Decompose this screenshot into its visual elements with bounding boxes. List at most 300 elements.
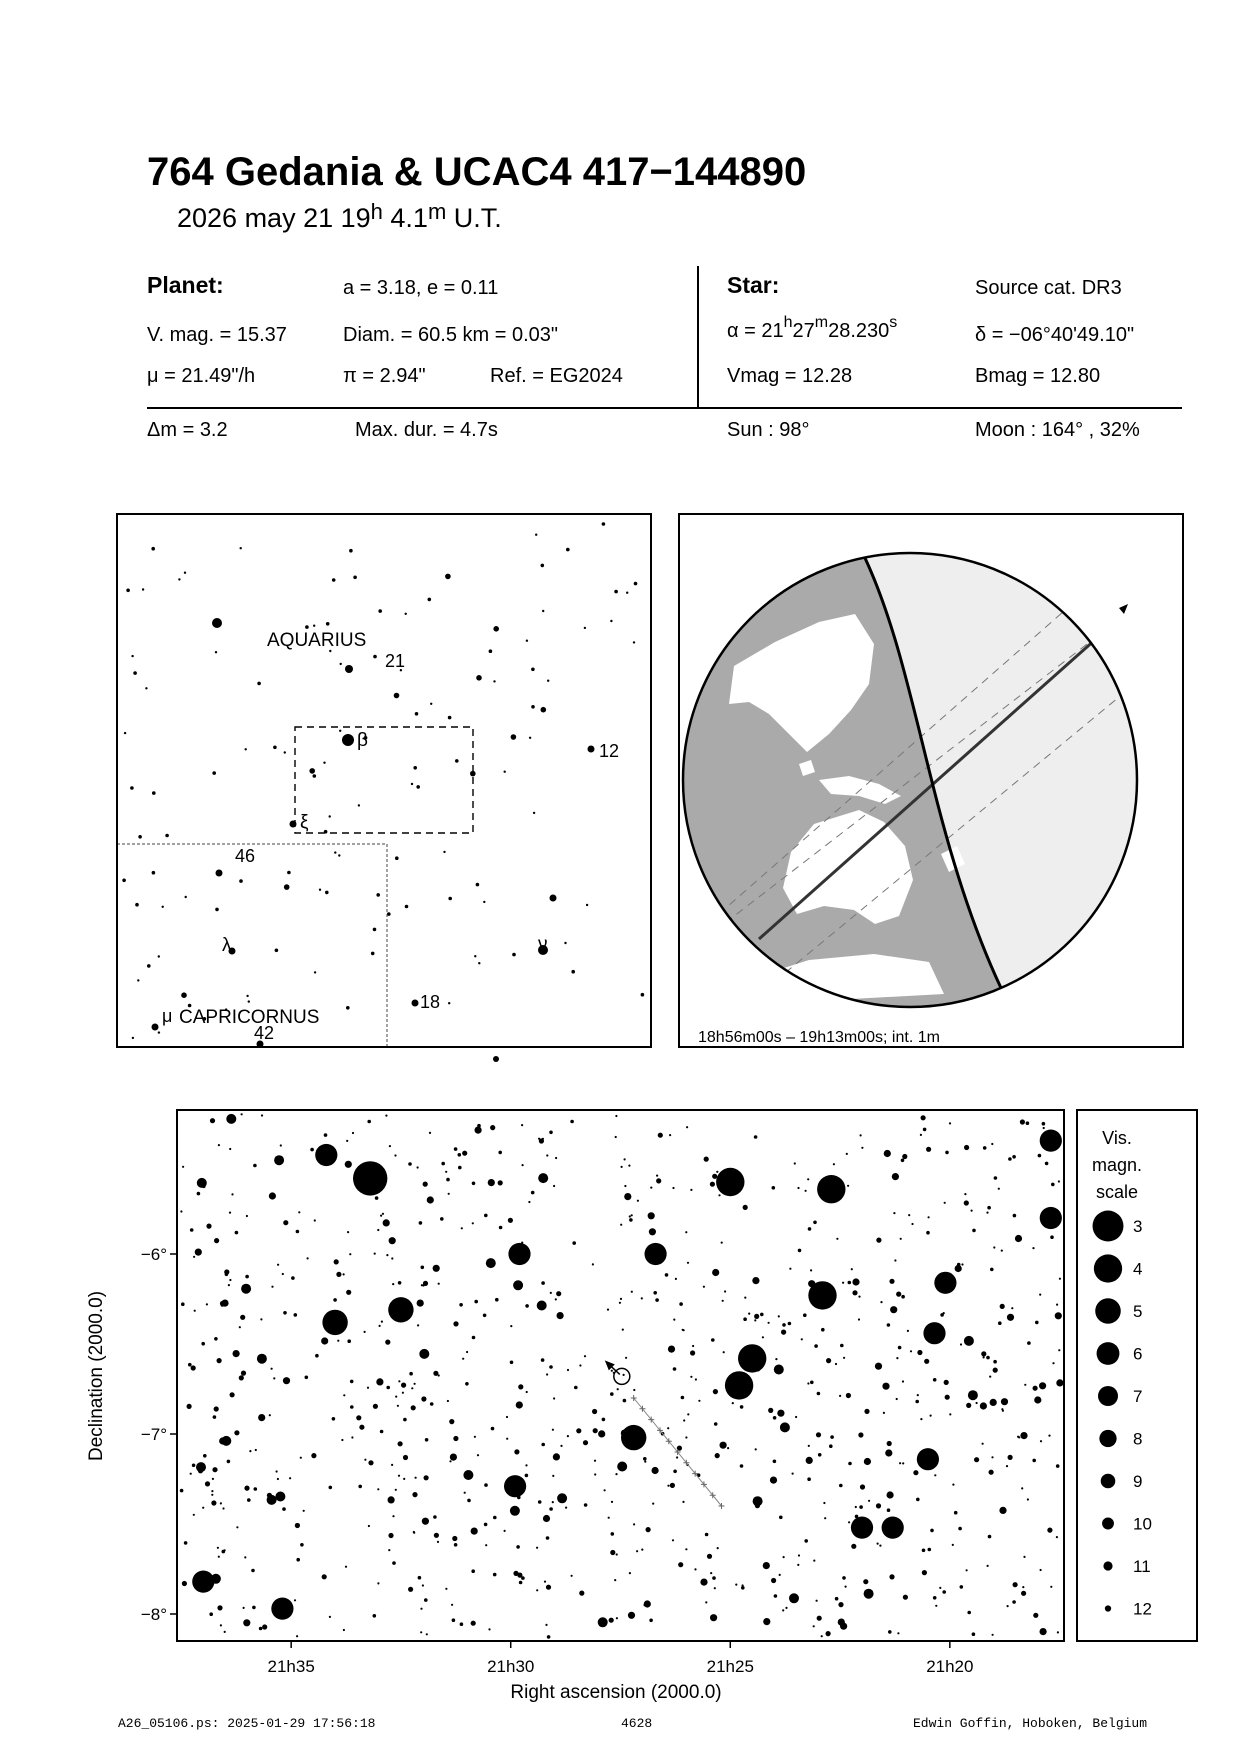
field-star <box>477 1454 479 1456</box>
field-star <box>833 1163 835 1165</box>
field-star <box>775 1358 777 1360</box>
field-star <box>710 1182 715 1187</box>
field-star <box>624 1158 626 1160</box>
finder-star <box>165 834 169 838</box>
field-star <box>305 1376 309 1380</box>
field-star <box>788 1322 792 1326</box>
bright-star <box>725 1371 753 1399</box>
field-star <box>797 1564 799 1566</box>
field-star <box>743 1205 748 1210</box>
field-star <box>1021 1591 1026 1596</box>
field-star <box>517 1573 522 1578</box>
field-star <box>673 1367 677 1371</box>
field-star <box>712 1269 719 1276</box>
field-star <box>724 1290 726 1292</box>
bright-star <box>508 1243 530 1265</box>
field-star <box>816 1600 818 1602</box>
field-star <box>329 1616 331 1618</box>
field-star <box>653 1291 657 1295</box>
field-star <box>835 1363 837 1365</box>
field-star <box>964 1193 966 1195</box>
field-star <box>198 1468 203 1473</box>
field-star <box>768 1322 770 1324</box>
field-star <box>209 1612 213 1616</box>
field-star <box>971 1210 973 1212</box>
field-star <box>1040 1628 1047 1635</box>
field-star <box>452 1618 456 1622</box>
x-axis-label: Right ascension (2000.0) <box>510 1682 722 1703</box>
field-star <box>860 1484 865 1489</box>
field-star <box>609 1618 614 1623</box>
finder-star <box>339 730 341 732</box>
field-star <box>298 1211 300 1213</box>
field-star <box>710 1614 717 1621</box>
finder-label: 21 <box>385 651 406 671</box>
field-star <box>887 1441 892 1446</box>
field-star <box>643 1457 647 1461</box>
field-star <box>205 1481 210 1486</box>
field-star <box>510 1361 514 1365</box>
field-star <box>552 1475 554 1477</box>
finder-star <box>178 578 180 580</box>
field-star <box>816 1432 821 1437</box>
field-star <box>415 1477 417 1479</box>
field-star <box>397 1405 399 1407</box>
field-star <box>990 1268 994 1272</box>
field-star <box>188 1363 192 1367</box>
field-star <box>922 1549 926 1553</box>
star-chart <box>0 1100 1239 1720</box>
field-star <box>821 1328 825 1332</box>
planet-motion: μ = 21.49"/h <box>147 365 256 387</box>
field-star <box>883 1412 885 1414</box>
field-star <box>221 1303 225 1307</box>
field-star <box>798 1249 802 1253</box>
field-star <box>538 1500 542 1504</box>
field-star <box>665 1273 669 1277</box>
field-star <box>376 1378 383 1385</box>
finder-named-star <box>588 746 595 753</box>
field-star <box>411 1387 413 1389</box>
field-star <box>458 1166 462 1170</box>
field-star <box>556 1291 561 1296</box>
field-star <box>864 1409 869 1414</box>
field-star <box>212 1478 214 1480</box>
finder-star <box>133 671 137 675</box>
field-star <box>1056 1304 1058 1306</box>
field-star <box>418 1576 422 1580</box>
finder-star <box>152 871 156 875</box>
field-star <box>735 1584 737 1586</box>
field-star <box>752 1277 759 1284</box>
y-tick-label: −6° <box>140 1245 167 1264</box>
field-star <box>673 1470 677 1474</box>
field-star <box>271 1286 273 1288</box>
field-star <box>350 1380 354 1384</box>
field-star <box>538 1173 548 1183</box>
field-star <box>631 1291 633 1293</box>
finder-star <box>610 620 612 622</box>
finder-star <box>212 771 216 775</box>
field-star <box>972 1229 976 1233</box>
field-star <box>426 1633 428 1635</box>
field-star <box>253 1164 257 1168</box>
field-star <box>358 1485 362 1489</box>
legend-magnitude-dot <box>1095 1298 1121 1324</box>
finder-star <box>474 955 476 957</box>
finder-star <box>147 964 151 968</box>
field-star <box>252 1606 256 1610</box>
field-star <box>888 1630 892 1634</box>
field-star <box>230 1392 235 1397</box>
legend-magnitude-label: 4 <box>1133 1259 1143 1279</box>
finder-star <box>349 549 353 553</box>
field-star <box>652 1503 654 1505</box>
field-star <box>930 1529 934 1533</box>
legend-magnitude-label: 6 <box>1133 1344 1143 1364</box>
field-star <box>493 1573 497 1577</box>
field-star <box>241 1371 246 1376</box>
bright-star <box>738 1344 766 1372</box>
field-star <box>1055 1312 1062 1319</box>
finder-star <box>313 774 317 778</box>
field-star <box>1039 1294 1041 1296</box>
field-star <box>395 1396 397 1398</box>
field-star <box>933 1596 937 1600</box>
field-star <box>717 1547 719 1549</box>
field-star <box>958 1527 962 1531</box>
field-star <box>1027 1498 1029 1500</box>
field-star <box>296 1558 300 1562</box>
field-star <box>685 1231 687 1233</box>
field-star <box>451 1604 453 1606</box>
finder-star <box>476 675 482 681</box>
field-star <box>398 1380 400 1382</box>
field-star <box>392 1283 394 1285</box>
field-star <box>777 1410 784 1417</box>
field-star <box>615 1473 617 1475</box>
planet-vmag: V. mag. = 15.37 <box>147 324 287 346</box>
legend-magnitude-dot <box>1093 1211 1124 1242</box>
field-star <box>408 1587 413 1592</box>
field-star <box>928 1216 930 1218</box>
field-star <box>389 1145 391 1147</box>
finder-star <box>135 903 139 907</box>
bright-star <box>923 1322 945 1344</box>
field-star <box>374 1253 376 1255</box>
finder-star <box>394 693 400 699</box>
field-star <box>1022 1586 1024 1588</box>
field-star <box>463 1470 473 1480</box>
field-star <box>617 1388 619 1390</box>
field-star <box>557 1493 567 1503</box>
field-star <box>495 1298 499 1302</box>
field-star <box>1039 1382 1046 1389</box>
field-star <box>257 1354 267 1364</box>
field-star <box>682 1501 684 1503</box>
field-star <box>510 1325 512 1327</box>
field-star <box>508 1218 513 1223</box>
field-star <box>615 1136 617 1138</box>
field-star <box>260 1318 262 1320</box>
field-star <box>672 1187 674 1189</box>
field-star <box>855 1506 857 1508</box>
field-star <box>964 1200 969 1205</box>
finder-star <box>323 762 325 764</box>
field-star <box>622 1329 624 1331</box>
field-star <box>743 1317 747 1321</box>
star-vmag: Vmag = 12.28 <box>727 365 853 387</box>
field-star <box>744 1297 746 1299</box>
field-star <box>525 1474 529 1478</box>
field-star <box>633 1389 635 1391</box>
field-star <box>445 1171 447 1173</box>
field-star <box>859 1505 863 1509</box>
x-tick-label: 21h35 <box>267 1657 315 1676</box>
field-star <box>673 1319 675 1321</box>
legend-magnitude-dot <box>1102 1518 1114 1530</box>
finder-star <box>448 1002 450 1004</box>
finder-star <box>413 766 417 770</box>
field-star <box>438 1374 440 1376</box>
field-star <box>258 1414 265 1421</box>
field-star <box>875 1363 882 1370</box>
field-star <box>245 1275 249 1279</box>
field-star <box>649 1228 656 1235</box>
finder-star <box>358 804 360 806</box>
field-star <box>488 1628 490 1630</box>
field-star <box>619 1302 621 1304</box>
finder-label: ν <box>538 934 548 955</box>
field-star <box>913 1470 918 1475</box>
finder-star <box>584 627 586 629</box>
field-star <box>942 1590 946 1594</box>
field-star <box>608 1517 610 1519</box>
field-star <box>414 1383 416 1385</box>
field-star <box>381 1321 383 1323</box>
field-star <box>419 1349 429 1359</box>
field-star <box>810 1269 812 1271</box>
field-star <box>322 1574 327 1579</box>
field-star <box>350 1405 354 1409</box>
field-star <box>438 1283 440 1285</box>
field-star <box>541 1281 545 1285</box>
field-star <box>967 1611 971 1615</box>
sun-elongation: Sun : 98° <box>727 419 810 441</box>
field-star <box>993 1246 995 1248</box>
field-star <box>1026 1121 1030 1125</box>
bright-star <box>1040 1130 1062 1152</box>
field-star <box>367 1120 371 1124</box>
field-star <box>690 1350 695 1355</box>
bright-star <box>917 1448 939 1470</box>
field-star <box>952 1484 954 1486</box>
field-star <box>417 1324 419 1326</box>
field-star <box>571 1575 573 1577</box>
field-star <box>269 1192 276 1199</box>
field-star <box>282 1507 286 1511</box>
field-star <box>692 1345 694 1347</box>
field-star <box>549 1507 553 1511</box>
field-star <box>239 1375 244 1380</box>
field-star <box>474 1300 478 1304</box>
field-star <box>402 1392 404 1394</box>
field-star <box>345 1566 347 1568</box>
field-star <box>243 1619 250 1626</box>
field-star <box>565 1507 567 1509</box>
field-star <box>917 1350 922 1355</box>
field-star <box>506 1438 508 1440</box>
field-star <box>180 1489 184 1493</box>
x-tick-label: 21h25 <box>706 1657 754 1676</box>
field-star <box>1007 1314 1014 1321</box>
x-tick-label: 21h20 <box>926 1657 974 1676</box>
field-star <box>218 1556 220 1558</box>
finder-star <box>633 641 635 643</box>
field-star <box>329 1486 333 1490</box>
field-star <box>434 1533 439 1538</box>
field-star <box>541 1358 545 1362</box>
field-star <box>923 1128 927 1132</box>
field-star <box>896 1292 901 1297</box>
x-tick-label: 21h30 <box>487 1657 535 1676</box>
field-star <box>441 1162 445 1166</box>
field-star <box>848 1281 852 1285</box>
finder-named-star <box>152 1024 159 1031</box>
field-star <box>391 1464 393 1466</box>
field-star <box>964 1145 969 1150</box>
finder-star <box>185 896 187 898</box>
field-star <box>549 1365 553 1369</box>
field-star <box>261 1114 263 1116</box>
field-star <box>920 1134 922 1136</box>
field-star <box>723 1351 725 1353</box>
finder-star <box>126 589 130 593</box>
field-star <box>644 1600 651 1607</box>
field-star <box>949 1122 951 1124</box>
field-star <box>804 1539 808 1543</box>
finder-star <box>215 651 217 653</box>
field-star <box>1045 1162 1049 1166</box>
field-star <box>420 1631 422 1633</box>
field-star <box>848 1462 852 1466</box>
finder-star <box>571 970 575 974</box>
field-star <box>839 1395 841 1397</box>
field-star <box>229 1148 231 1150</box>
field-star <box>808 1227 812 1231</box>
field-star <box>876 1503 881 1508</box>
field-star <box>893 1212 895 1214</box>
field-star <box>572 1241 576 1245</box>
field-star <box>536 1589 538 1591</box>
field-star <box>901 1295 905 1299</box>
finder-star <box>602 522 606 526</box>
field-star <box>851 1268 853 1270</box>
bright-star <box>808 1281 836 1309</box>
field-star <box>771 1578 776 1583</box>
field-star <box>1032 1459 1036 1463</box>
field-star <box>274 1155 284 1165</box>
field-star <box>351 1436 353 1438</box>
field-star <box>315 1354 319 1358</box>
field-star <box>243 1607 245 1609</box>
field-star <box>1017 1436 1019 1438</box>
field-star <box>911 1223 913 1225</box>
finder-star <box>428 598 432 602</box>
field-star <box>514 1449 519 1454</box>
field-star <box>303 1510 305 1512</box>
field-star <box>628 1165 630 1167</box>
field-star <box>670 1483 675 1488</box>
field-star <box>966 1569 968 1571</box>
field-star <box>926 1147 931 1152</box>
field-star <box>546 1585 551 1590</box>
finder-star <box>131 655 133 657</box>
field-star <box>206 1224 211 1229</box>
field-star <box>395 1489 397 1491</box>
field-star <box>379 1325 381 1327</box>
moon-info: Moon : 164° , 32% <box>975 419 1140 441</box>
field-star <box>1047 1528 1052 1533</box>
finder-star <box>541 564 545 568</box>
field-star <box>1007 1605 1009 1607</box>
field-star <box>1020 1119 1025 1124</box>
star-dec: δ = −06°40'49.10" <box>975 324 1135 346</box>
field-star <box>964 1336 974 1346</box>
field-star <box>377 1488 379 1490</box>
field-star <box>454 1147 458 1151</box>
field-star <box>421 1396 426 1401</box>
field-star <box>690 1189 692 1191</box>
star-ra: $\alpha = 21^h27^m28.230^s$ <box>727 314 898 342</box>
field-star <box>218 1144 220 1146</box>
field-star <box>579 1364 581 1366</box>
field-star <box>289 1477 291 1479</box>
field-star <box>440 1217 444 1221</box>
field-star <box>283 1220 288 1225</box>
field-star <box>490 1125 495 1130</box>
field-star <box>763 1618 770 1625</box>
field-star <box>259 1627 263 1631</box>
finder-star <box>309 768 315 774</box>
bright-star <box>645 1243 667 1265</box>
field-star <box>840 1344 844 1348</box>
field-star <box>598 1617 608 1627</box>
field-star <box>385 1340 390 1345</box>
field-star <box>220 1502 222 1504</box>
field-star <box>518 1384 523 1389</box>
field-star <box>808 1445 810 1447</box>
planet-reference: Ref. = EG2024 <box>490 365 623 387</box>
field-star <box>1033 1613 1038 1618</box>
field-star <box>1058 1180 1060 1182</box>
field-star <box>980 1402 987 1409</box>
field-star <box>884 1150 891 1157</box>
field-star <box>991 1456 993 1458</box>
field-box <box>295 727 473 833</box>
field-star <box>472 1336 476 1340</box>
field-star <box>346 1140 348 1142</box>
field-star <box>484 1214 488 1218</box>
shadow-direction-arrow <box>1119 604 1128 614</box>
field-star <box>988 1535 992 1539</box>
field-star <box>471 1569 475 1573</box>
field-star <box>685 1548 687 1550</box>
field-star <box>754 1314 759 1319</box>
field-star <box>462 1151 467 1156</box>
field-star <box>394 1154 396 1156</box>
field-star <box>567 1435 569 1437</box>
